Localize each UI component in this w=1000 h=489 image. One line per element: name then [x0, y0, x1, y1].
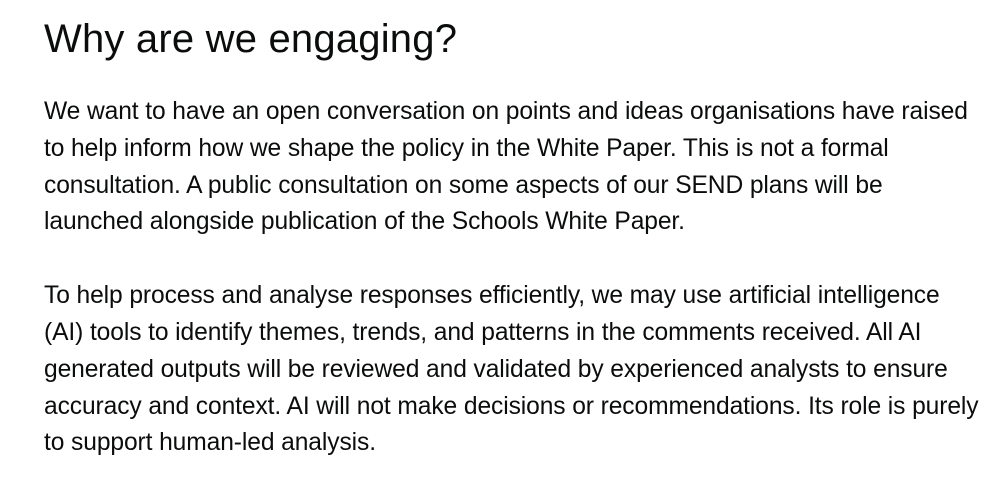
section-heading: Why are we engaging? — [44, 17, 458, 61]
engagement-paragraph: We want to have an open conversation on points and ideas organisations have raised to help inform how we shape the policy in the White Paper. This is not a formal consultation. A public consultation on some aspects of our SEND plans will be launched alongside publication of the Schools White Paper. — [44, 98, 968, 236]
ai-usage-paragraph: To help process and analyse responses efficiently, we may use artificial intelligence (AI) tools to identify themes, trends, and patterns in the comments received. All AI generated outputs will be reviewed and validated by experienced analysts to ensure accuracy and context. AI will not make decisions or recommendations. Its role is purely to support human-led analysis. — [44, 282, 979, 457]
